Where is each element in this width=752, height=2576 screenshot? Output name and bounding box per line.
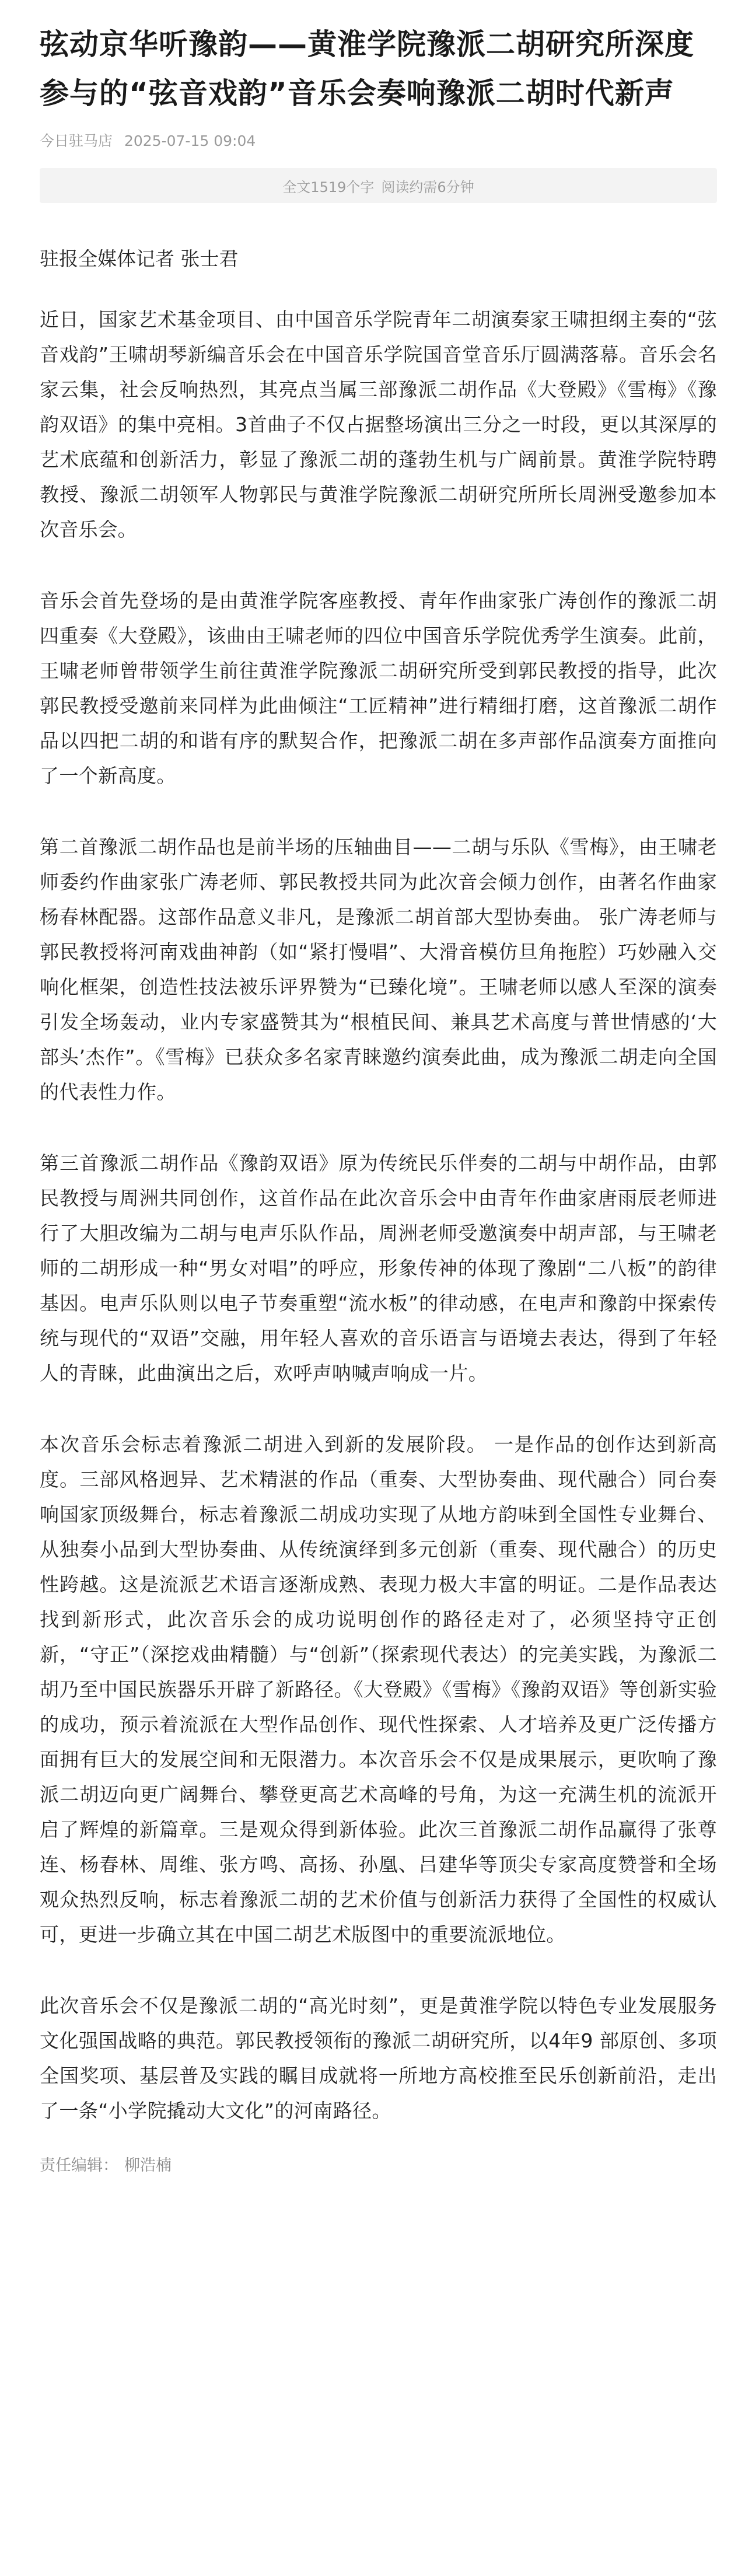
article-title: 弦动京华听豫韵——黄淮学院豫派二胡研究所深度参与的“弦音戏韵”音乐会奏响豫派二胡时代新声 (40, 27, 694, 110)
paragraph-5: 本次音乐会标志着豫派二胡进入到新的发展阶段。 一是作品的创作达到新高度。三部风格迥异、艺术精湛的作品（重奏、大型协奏曲、现代融合）同台奏响国家顶级舞台，标志着豫派二胡成功实现了从地方韵味到全国性专业舞台、从独奏小品到大型协奏曲、从传统演绎到多元创新（重奏、现代融合）的历史性跨越。这是流派艺术语言逐渐成熟、表现力极大丰富的明证。二是作品表达找到新形式，此次音乐会的成功说明创作的路径走对了，必须坚持守正创新，“守正”（深挖戏曲精髓）与“创新”（探索现代表达）的完美实践，为豫派二胡乃至中国民族器乐开辟了新路径。《大登殿》《雪梅》《豫韵双语》等创新实验的成功，预示着流派在大型作品创作、现代性探索、人才培养及更广泛传播方面拥有巨大的发展空间和无限潜力。本次音乐会不仅是成果展示，更吹响了豫派二胡迈向更广阔舞台、攀登更高艺术高峰的号角，为这一充满生机的流派开启了辉煌的新篇章。三是观众得到新体验。此次三首豫派二胡作品赢得了张尊连、杨春林、周维、张方鸣、高扬、孙凰、吕建华等顶尖专家高度赞誉和全场观众热烈反响，标志着豫派二胡的艺术价值与创新活力获得了全国性的权威认可，更进一步确立其在中国二胡艺术版图中的重要流派地位。 (40, 1433, 717, 1946)
byline: 驻报全媒体记者 张士君 (40, 247, 239, 270)
word-count: 全文1519个字 (282, 179, 375, 195)
publish-datetime: 2025-07-15 09:04 (124, 132, 256, 149)
word-count-bar (40, 168, 717, 203)
paragraph-2: 音乐会首先登场的是由黄淮学院客座教授、青年作曲家张广涛创作的豫派二胡四重奏《大登殿》，该曲由王啸老师的四位中国音乐学院优秀学生演奏。此前，王啸老师曾带领学生前往黄淮学院豫派二胡研究所受到郭民教授的指导，此次郭民教授受邀前来同样为此曲倾注“工匠精神”进行精细打磨，这首豫派二胡作品以四把二胡的和谐有序的默契合作，把豫派二胡在多声部作品演奏方面推向了一个新高度。 (40, 589, 717, 787)
editor-name: 柳浩楠 (124, 2156, 172, 2175)
article-body (40, 302, 717, 2128)
responsible-editor (40, 2154, 717, 2177)
source-name[interactable]: 今日驻马店 (40, 132, 113, 149)
paragraph-1: 近日，国家艺术基金项目、由中国音乐学院青年二胡演奏家王啸担纲主奏的“弦音戏韵”王啸胡琴新编音乐会在中国音乐学院国音堂音乐厅圆满落幕。音乐会名家云集，社会反响热烈，其亮点当属三部豫派二胡作品《大登殿》《雪梅》《豫韵双语》的集中亮相。3首曲子不仅占据整场演出三分之一时段，更以其深厚的艺术底蕴和创新活力，彰显了豫派二胡的蓬勃生机与广阔前景。黄淮学院特聘教授、豫派二胡领军人物郭民与黄淮学院豫派二胡研究所所长周洲受邀参加本次音乐会。 (40, 308, 717, 541)
article-meta (40, 132, 717, 151)
read-time: 阅读约需6分钟 (381, 179, 474, 195)
paragraph-6: 此次音乐会不仅是豫派二胡的“高光时刻”，更是黄淮学院以特色专业发展服务文化强国战略的典范。郭民教授领衔的豫派二胡研究所，以4年9 部原创、多项全国奖项、基层普及实践的瞩目成就将一所地方高校推至民乐创新前沿，走出了一条“小学院撬动大文化”的河南路径。 (40, 1994, 717, 2122)
paragraph-3: 第二首豫派二胡作品也是前半场的压轴曲目——二胡与乐队《雪梅》，由王啸老师委约作曲家张广涛老师、郭民教授共同为此次音会倾力创作，由著名作曲家杨春林配器。这部作品意义非凡，是豫派二胡首部大型协奏曲。 张广涛老师与郭民教授将河南戏曲神韵（如“紧打慢唱”、大滑音模仿旦角拖腔）巧妙融入交响化框架，创造性技法被乐评界赞为“已臻化境”。王啸老师以感人至深的演奏引发全场轰动，业内专家盛赞其为“根植民间、兼具艺术高度与普世情感的‘大部头’杰作”。《雪梅》已获众多名家青睐邀约演奏此曲，成为豫派二胡走向全国的代表性力作。 (40, 836, 717, 1103)
editor-label: 责任编辑： (40, 2156, 118, 2175)
paragraph-4: 第三首豫派二胡作品《豫韵双语》原为传统民乐伴奏的二胡与中胡作品，由郭民教授与周洲共同创作，这首作品在此次音乐会中由青年作曲家唐雨辰老师进行了大胆改编为二胡与电声乐队作品，周洲老师受邀演奏中胡声部，与王啸老师的二胡形成一种“男女对唱”的呼应，形象传神的体现了豫剧“二八板”的韵律基因。电声乐队则以电子节奏重塑“流水板”的律动感，在电声和豫韵中探索传统与现代的“双语”交融，用年轻人喜欢的音乐语言与语境去表达，得到了年轻人的青睐，此曲演出之后，欢呼声呐喊声响成一片。 (40, 1152, 717, 1385)
